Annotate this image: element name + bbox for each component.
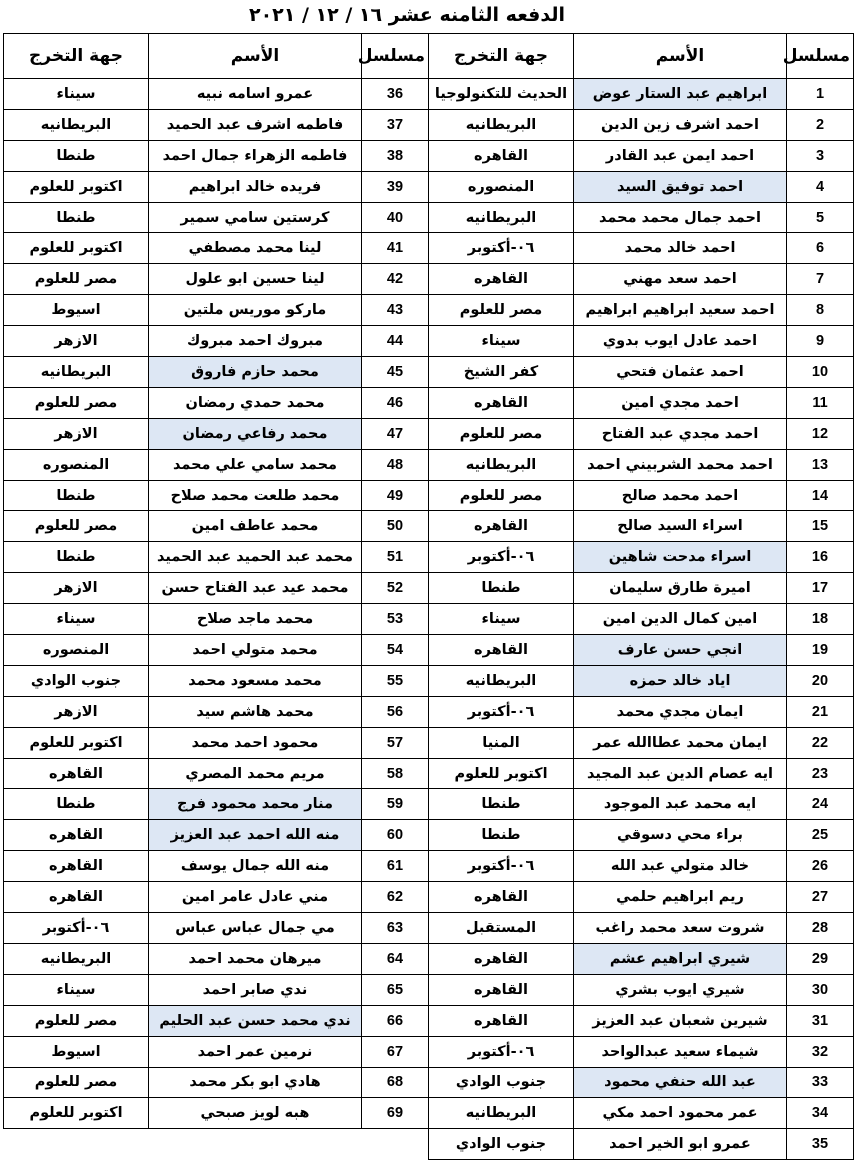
- table-row: [4, 357, 854, 388]
- graduation-place-cell: البريطانيه: [429, 665, 574, 696]
- graduation-place-cell: اسيوط: [4, 1036, 149, 1067]
- page-title: الدفعه الثامنه عشر ١٦ / ١٢ / ٢٠٢١: [248, 4, 565, 26]
- serial-cell: 14: [787, 480, 854, 511]
- name-cell: احمد خالد محمد: [574, 233, 787, 264]
- table-row: [4, 264, 854, 295]
- serial-cell: 42: [362, 264, 429, 295]
- table-row: [4, 1067, 854, 1098]
- graduates-table: [3, 33, 854, 1160]
- graduation-place-cell: مصر للعلوم: [4, 264, 149, 295]
- name-cell: احمد سعد مهني: [574, 264, 787, 295]
- name-cell: هبه لويز صبحي: [149, 1098, 362, 1129]
- serial-cell: 24: [787, 789, 854, 820]
- serial-cell: 9: [787, 326, 854, 357]
- graduation-place-cell: البريطانيه: [429, 202, 574, 233]
- name-cell: عمرو اسامه نبيه: [149, 79, 362, 110]
- table-row: [4, 974, 854, 1005]
- table-row: [4, 1005, 854, 1036]
- serial-cell: 2: [787, 109, 854, 140]
- name-cell: منه الله جمال يوسف: [149, 851, 362, 882]
- serial-cell: 34: [787, 1098, 854, 1129]
- name-cell: محمد طلعت محمد صلاح: [149, 480, 362, 511]
- graduation-place-cell: طنطا: [4, 202, 149, 233]
- name-cell: كرستين سامي سمير: [149, 202, 362, 233]
- name-cell: محمد عاطف امين: [149, 511, 362, 542]
- serial-cell: 3: [787, 140, 854, 171]
- name-cell: شيري ابراهيم عشم: [574, 943, 787, 974]
- name-cell: محمد متولي احمد: [149, 635, 362, 666]
- graduation-place-cell: طنطا: [429, 789, 574, 820]
- serial-cell: 27: [787, 882, 854, 913]
- serial-cell: 12: [787, 418, 854, 449]
- graduation-place-cell: البريطانيه: [4, 357, 149, 388]
- graduation-place-cell: طنطا: [4, 542, 149, 573]
- graduation-place-cell: مصر للعلوم: [4, 1005, 149, 1036]
- table-row: [4, 573, 854, 604]
- name-cell: مبروك احمد مبروك: [149, 326, 362, 357]
- graduation-place-cell: المنصوره: [429, 171, 574, 202]
- serial-cell: 32: [787, 1036, 854, 1067]
- serial-cell: 43: [362, 295, 429, 326]
- graduation-place-cell: اكتوبر للعلوم: [429, 758, 574, 789]
- table-row: [4, 295, 854, 326]
- name-cell: امين كمال الدين امين: [574, 604, 787, 635]
- serial-cell: 57: [362, 727, 429, 758]
- name-cell: عمر محمود احمد مكي: [574, 1098, 787, 1129]
- graduation-place-cell: القاهره: [429, 140, 574, 171]
- table-row: [4, 604, 854, 635]
- serial-cell: 65: [362, 974, 429, 1005]
- name-cell: محمد عبد الحميد عبد الحميد: [149, 542, 362, 573]
- serial-cell: 48: [362, 449, 429, 480]
- graduation-place-cell: سيناء: [429, 326, 574, 357]
- table-row: [4, 511, 854, 542]
- table-row: [4, 1098, 854, 1129]
- table-row: [4, 789, 854, 820]
- name-cell: ايه عصام الدين عبد المجيد: [574, 758, 787, 789]
- serial-cell: 52: [362, 573, 429, 604]
- graduation-place-cell: ٠٦-أكتوبر: [429, 542, 574, 573]
- graduation-place-cell: طنطا: [4, 140, 149, 171]
- name-cell: منار محمد محمود فرج: [149, 789, 362, 820]
- serial-cell: 55: [362, 665, 429, 696]
- graduation-place-cell: كفر الشيخ: [429, 357, 574, 388]
- serial-cell: 29: [787, 943, 854, 974]
- serial-cell: 68: [362, 1067, 429, 1098]
- name-cell: اسراء مدحت شاهين: [574, 542, 787, 573]
- graduation-place-cell: القاهره: [429, 1005, 574, 1036]
- name-cell: شروت سعد محمد راغب: [574, 913, 787, 944]
- graduation-place-cell: ٠٦-أكتوبر: [4, 913, 149, 944]
- table-row: [4, 387, 854, 418]
- graduation-place-cell: القاهره: [429, 511, 574, 542]
- table-row: [4, 1129, 854, 1160]
- serial-cell: 62: [362, 882, 429, 913]
- graduation-place-cell: مصر للعلوم: [4, 511, 149, 542]
- name-cell: خالد متولي عبد الله: [574, 851, 787, 882]
- serial-cell: 46: [362, 387, 429, 418]
- name-cell: محمد هاشم سيد: [149, 696, 362, 727]
- table-row: [4, 665, 854, 696]
- table-row: [4, 943, 854, 974]
- name-cell: احمد مجدي عبد الفتاح: [574, 418, 787, 449]
- table-row: [4, 635, 854, 666]
- serial-cell: 69: [362, 1098, 429, 1129]
- name-cell: محمد رفاعي رمضان: [149, 418, 362, 449]
- name-cell: شيرين شعبان عبد العزيز: [574, 1005, 787, 1036]
- table-row: [4, 171, 854, 202]
- serial-cell: 44: [362, 326, 429, 357]
- name-cell: احمد مجدي امين: [574, 387, 787, 418]
- graduation-place-cell: سيناء: [4, 974, 149, 1005]
- table-row: [4, 1036, 854, 1067]
- table-row: [4, 233, 854, 264]
- name-cell: انجي حسن عارف: [574, 635, 787, 666]
- serial-cell: 58: [362, 758, 429, 789]
- serial-cell: 60: [362, 820, 429, 851]
- graduation-place-cell: المنصوره: [4, 449, 149, 480]
- name-cell: محمد ماجد صلاح: [149, 604, 362, 635]
- graduation-place-cell: مصر للعلوم: [429, 295, 574, 326]
- graduation-place-cell: ٠٦-أكتوبر: [429, 851, 574, 882]
- graduation-place-cell: القاهره: [4, 820, 149, 851]
- name-cell: احمد محمد الشربيني احمد: [574, 449, 787, 480]
- graduation-place-cell: طنطا: [429, 573, 574, 604]
- serial-cell: 13: [787, 449, 854, 480]
- graduation-place-cell: الازهر: [4, 696, 149, 727]
- name-cell: احمد عادل ايوب بدوي: [574, 326, 787, 357]
- graduation-place-cell: اكتوبر للعلوم: [4, 171, 149, 202]
- serial-cell: 5: [787, 202, 854, 233]
- name-cell: منه الله احمد عبد العزيز: [149, 820, 362, 851]
- serial-cell: 64: [362, 943, 429, 974]
- serial-cell: 59: [362, 789, 429, 820]
- table-row: [4, 480, 854, 511]
- name-cell: احمد سعيد ابراهيم ابراهيم: [574, 295, 787, 326]
- serial-cell: 28: [787, 913, 854, 944]
- name-cell: محمد مسعود محمد: [149, 665, 362, 696]
- graduation-place-cell: الازهر: [4, 418, 149, 449]
- table-row: [4, 727, 854, 758]
- serial-cell: 31: [787, 1005, 854, 1036]
- header-serial-left: مسلسل: [362, 34, 429, 79]
- name-cell: لينا حسين ابو علول: [149, 264, 362, 295]
- serial-cell: 41: [362, 233, 429, 264]
- serial-cell: 54: [362, 635, 429, 666]
- table-row: [4, 913, 854, 944]
- serial-cell: 11: [787, 387, 854, 418]
- name-cell: شيماء سعيد عبدالواحد: [574, 1036, 787, 1067]
- name-cell: ايمان مجدي محمد: [574, 696, 787, 727]
- serial-cell: 26: [787, 851, 854, 882]
- serial-cell: 67: [362, 1036, 429, 1067]
- name-cell: ندي محمد حسن عبد الحليم: [149, 1005, 362, 1036]
- name-cell: اسراء السيد صالح: [574, 511, 787, 542]
- graduation-place-cell: المنصوره: [4, 635, 149, 666]
- name-cell: محمد حازم فاروق: [149, 357, 362, 388]
- graduation-place-cell: اسيوط: [4, 295, 149, 326]
- serial-cell: 20: [787, 665, 854, 696]
- serial-cell: 66: [362, 1005, 429, 1036]
- serial-cell: 17: [787, 573, 854, 604]
- graduation-place-cell: مصر للعلوم: [429, 480, 574, 511]
- name-cell: احمد توفيق السيد: [574, 171, 787, 202]
- graduation-place-cell: طنطا: [4, 480, 149, 511]
- serial-cell: 18: [787, 604, 854, 635]
- graduation-place-cell: القاهره: [4, 851, 149, 882]
- name-cell: فريده خالد ابراهيم: [149, 171, 362, 202]
- graduation-place-cell: ٠٦-أكتوبر: [429, 1036, 574, 1067]
- graduation-place-cell: جنوب الوادي: [429, 1067, 574, 1098]
- serial-cell: 30: [787, 974, 854, 1005]
- name-cell: فاطمه اشرف عبد الحميد: [149, 109, 362, 140]
- serial-cell: 4: [787, 171, 854, 202]
- graduation-place-cell: سيناء: [4, 79, 149, 110]
- header-serial-right: مسلسل: [787, 34, 854, 79]
- header-name-right: الأسم: [574, 34, 787, 79]
- graduation-place-cell: طنطا: [4, 789, 149, 820]
- graduation-place-cell: اكتوبر للعلوم: [4, 1098, 149, 1129]
- table-row: [4, 758, 854, 789]
- graduation-place-cell: سيناء: [429, 604, 574, 635]
- header-name-left: الأسم: [149, 34, 362, 79]
- serial-cell: 35: [787, 1129, 854, 1160]
- name-cell: لينا محمد مصطفي: [149, 233, 362, 264]
- graduation-place-cell: القاهره: [429, 387, 574, 418]
- graduation-place-cell: الحديث للتكنولوجيا: [429, 79, 574, 110]
- name-cell: ابراهيم عبد الستار عوض: [574, 79, 787, 110]
- name-cell: مريم محمد المصري: [149, 758, 362, 789]
- serial-cell: 47: [362, 418, 429, 449]
- name-cell: محمد سامي علي محمد: [149, 449, 362, 480]
- serial-cell: 37: [362, 109, 429, 140]
- serial-cell: 50: [362, 511, 429, 542]
- serial-cell: 23: [787, 758, 854, 789]
- serial-cell: 61: [362, 851, 429, 882]
- table-row: [4, 140, 854, 171]
- graduation-place-cell: جنوب الوادي: [429, 1129, 574, 1160]
- name-cell: عبد الله حنفي محمود: [574, 1067, 787, 1098]
- graduation-place-cell: البريطانيه: [429, 109, 574, 140]
- name-cell: ميرهان محمد احمد: [149, 943, 362, 974]
- graduation-place-cell: اكتوبر للعلوم: [4, 727, 149, 758]
- name-cell: ايمان محمد عطاالله عمر: [574, 727, 787, 758]
- name-cell: نرمين عمر احمد: [149, 1036, 362, 1067]
- header-place-right: جهة التخرج: [429, 34, 574, 79]
- serial-cell: 53: [362, 604, 429, 635]
- name-cell: عمرو ابو الخير احمد: [574, 1129, 787, 1160]
- name-cell: شيري ايوب بشري: [574, 974, 787, 1005]
- serial-cell: 25: [787, 820, 854, 851]
- table-row: [4, 326, 854, 357]
- name-cell: ماركو موريس ملتين: [149, 295, 362, 326]
- serial-cell: 40: [362, 202, 429, 233]
- name-cell: مي جمال عباس عباس: [149, 913, 362, 944]
- graduation-place-cell: القاهره: [429, 943, 574, 974]
- name-cell: فاطمه الزهراء جمال احمد: [149, 140, 362, 171]
- serial-cell: 15: [787, 511, 854, 542]
- serial-cell: 8: [787, 295, 854, 326]
- serial-cell: 7: [787, 264, 854, 295]
- serial-cell: 36: [362, 79, 429, 110]
- graduation-place-cell: اكتوبر للعلوم: [4, 233, 149, 264]
- serial-cell: 45: [362, 357, 429, 388]
- name-cell: محمود احمد محمد: [149, 727, 362, 758]
- name-cell: ايه محمد عبد الموجود: [574, 789, 787, 820]
- name-cell: احمد اشرف زين الدين: [574, 109, 787, 140]
- name-cell: مني عادل عامر امين: [149, 882, 362, 913]
- table-row: [4, 202, 854, 233]
- table-row: [4, 109, 854, 140]
- graduation-place-cell: طنطا: [429, 820, 574, 851]
- graduation-place-cell: القاهره: [429, 635, 574, 666]
- graduation-place-cell: القاهره: [429, 264, 574, 295]
- serial-cell: 49: [362, 480, 429, 511]
- graduation-place-cell: جنوب الوادي: [4, 665, 149, 696]
- serial-cell: 1: [787, 79, 854, 110]
- name-cell: ندي صابر احمد: [149, 974, 362, 1005]
- name-cell: اياد خالد حمزه: [574, 665, 787, 696]
- serial-cell: 63: [362, 913, 429, 944]
- name-cell: محمد عيد عبد الفتاح حسن: [149, 573, 362, 604]
- table-row: [4, 418, 854, 449]
- serial-cell: 6: [787, 233, 854, 264]
- table-row: [4, 696, 854, 727]
- serial-cell: 16: [787, 542, 854, 573]
- empty-cell: [4, 1129, 429, 1160]
- table-row: [4, 851, 854, 882]
- serial-cell: 38: [362, 140, 429, 171]
- serial-cell: 22: [787, 727, 854, 758]
- table-row: [4, 542, 854, 573]
- graduation-place-cell: القاهره: [4, 882, 149, 913]
- serial-cell: 19: [787, 635, 854, 666]
- serial-cell: 56: [362, 696, 429, 727]
- graduation-place-cell: القاهره: [429, 974, 574, 1005]
- header-row: [4, 34, 854, 79]
- table-row: [4, 882, 854, 913]
- graduation-place-cell: ٠٦-أكتوبر: [429, 233, 574, 264]
- name-cell: احمد جمال محمد محمد: [574, 202, 787, 233]
- name-cell: احمد عثمان فتحي: [574, 357, 787, 388]
- graduation-place-cell: مصر للعلوم: [4, 387, 149, 418]
- graduation-place-cell: مصر للعلوم: [4, 1067, 149, 1098]
- graduation-place-cell: الازهر: [4, 573, 149, 604]
- graduation-place-cell: القاهره: [429, 882, 574, 913]
- serial-cell: 10: [787, 357, 854, 388]
- name-cell: محمد حمدي رمضان: [149, 387, 362, 418]
- name-cell: ريم ابراهيم حلمي: [574, 882, 787, 913]
- name-cell: براء محي دسوقي: [574, 820, 787, 851]
- table-row: [4, 820, 854, 851]
- serial-cell: 33: [787, 1067, 854, 1098]
- name-cell: اميرة طارق سليمان: [574, 573, 787, 604]
- name-cell: هادي ابو بكر محمد: [149, 1067, 362, 1098]
- graduation-place-cell: القاهره: [4, 758, 149, 789]
- graduation-place-cell: مصر للعلوم: [429, 418, 574, 449]
- graduation-place-cell: البريطانيه: [4, 943, 149, 974]
- header-place-left: جهة التخرج: [4, 34, 149, 79]
- serial-cell: 51: [362, 542, 429, 573]
- name-cell: احمد ايمن عبد القادر: [574, 140, 787, 171]
- graduation-place-cell: الازهر: [4, 326, 149, 357]
- serial-cell: 39: [362, 171, 429, 202]
- serial-cell: 21: [787, 696, 854, 727]
- graduation-place-cell: البريطانيه: [429, 1098, 574, 1129]
- graduation-place-cell: المستقبل: [429, 913, 574, 944]
- name-cell: احمد محمد صالح: [574, 480, 787, 511]
- graduation-place-cell: البريطانيه: [429, 449, 574, 480]
- graduation-place-cell: المنيا: [429, 727, 574, 758]
- graduation-place-cell: ٠٦-أكتوبر: [429, 696, 574, 727]
- table-row: [4, 449, 854, 480]
- graduation-place-cell: البريطانيه: [4, 109, 149, 140]
- table-row: [4, 79, 854, 110]
- graduation-place-cell: سيناء: [4, 604, 149, 635]
